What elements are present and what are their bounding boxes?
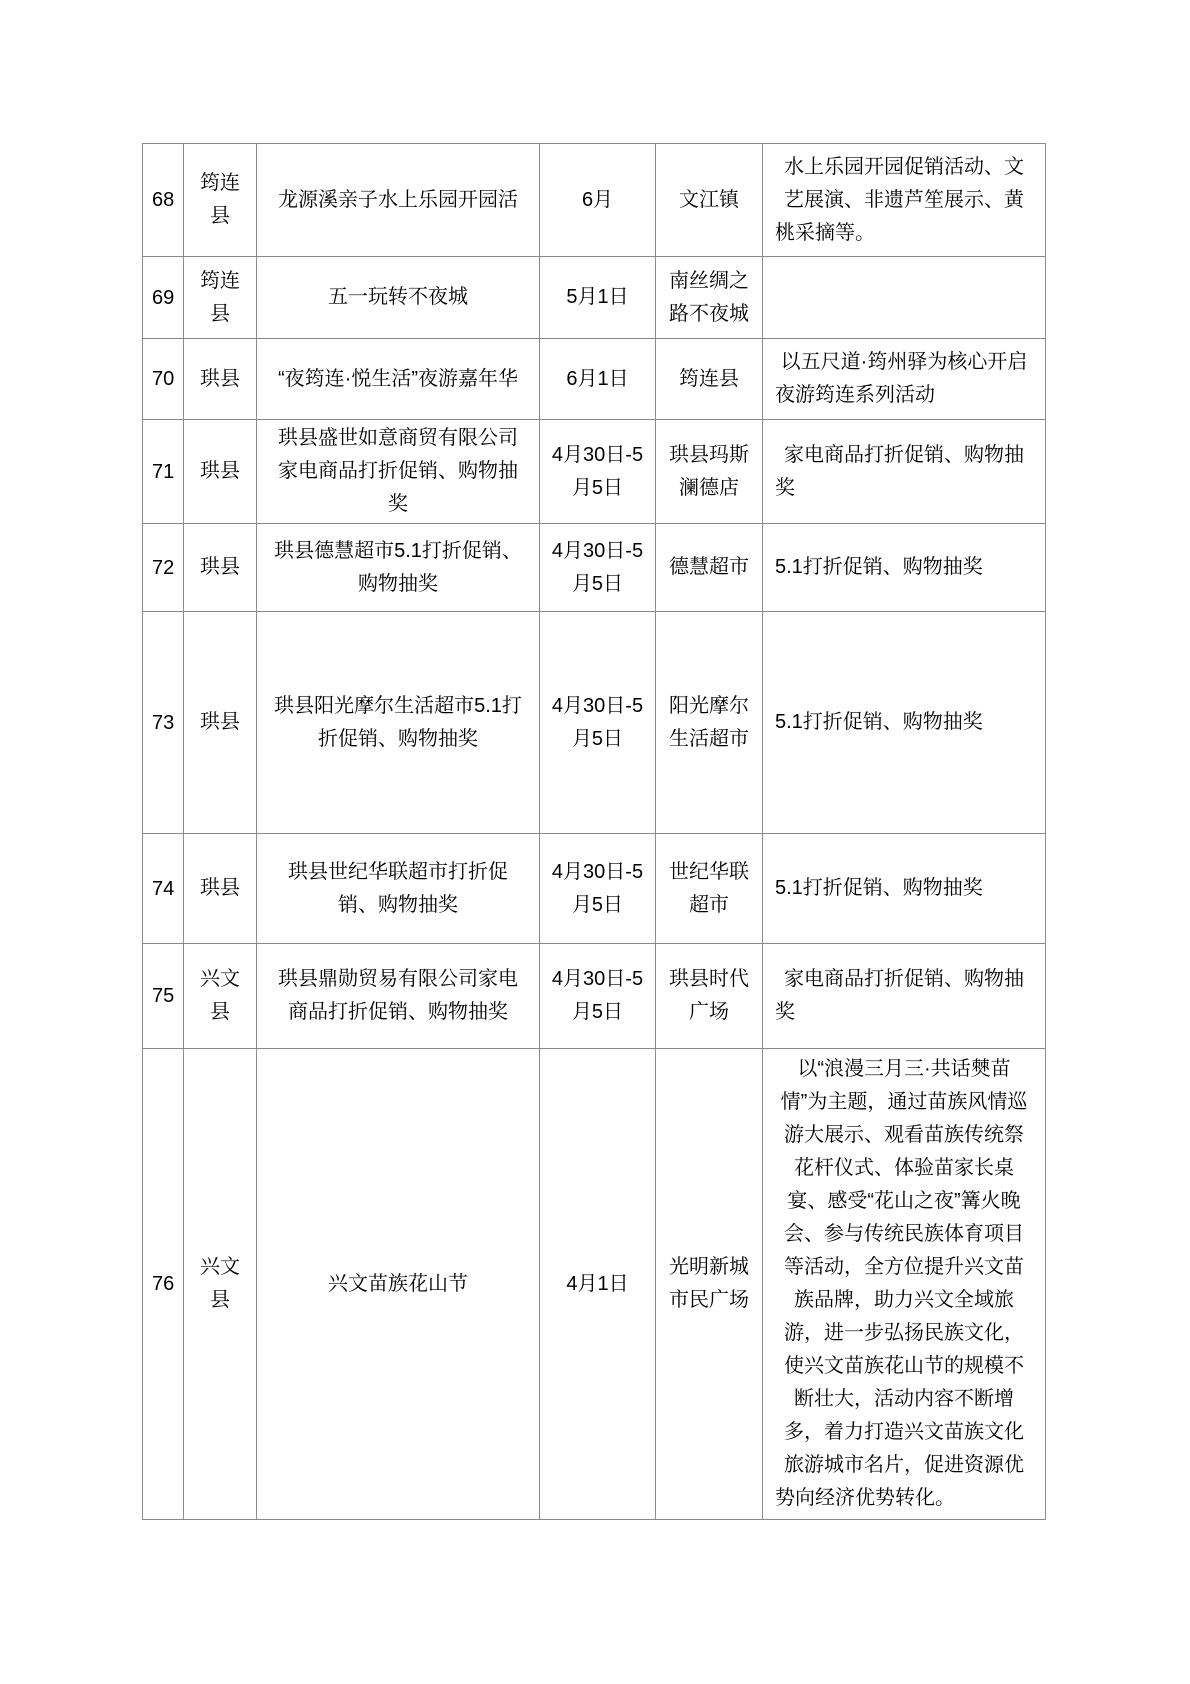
- description-cell: [763, 257, 1046, 339]
- row-number-cell: 72: [143, 524, 184, 612]
- county-cell: 筠连县: [184, 144, 257, 257]
- table-row-73: [143, 612, 1046, 834]
- location-cell: 德慧超市: [656, 524, 763, 612]
- table-row-74: [143, 834, 1046, 944]
- activity-name-cell: 珙县盛世如意商贸有限公司家电商品打折促销、购物抽奖: [257, 420, 540, 524]
- county-cell: 兴文县: [184, 944, 257, 1049]
- county-cell: 珙县: [184, 834, 257, 944]
- location-cell: 南丝绸之路不夜城: [656, 257, 763, 339]
- table-row-76: [143, 1049, 1046, 1520]
- row-number-cell: 74: [143, 834, 184, 944]
- date-cell: 6月1日: [540, 339, 656, 420]
- activity-name-cell: 五一玩转不夜城: [257, 257, 540, 339]
- table-row-70: [143, 339, 1046, 420]
- activity-name-cell: 珙县德慧超市5.1打折促销、购物抽奖: [257, 524, 540, 612]
- county-cell: 筠连县: [184, 257, 257, 339]
- activity-name-cell: 珙县世纪华联超市打折促销、购物抽奖: [257, 834, 540, 944]
- county-cell: 珙县: [184, 339, 257, 420]
- county-cell: 珙县: [184, 612, 257, 834]
- county-cell: 珙县: [184, 420, 257, 524]
- table-row-69: [143, 257, 1046, 339]
- description-cell: 5.1打折促销、购物抽奖: [763, 612, 1046, 834]
- date-cell: 4月30日-5月5日: [540, 834, 656, 944]
- date-cell: 4月30日-5月5日: [540, 944, 656, 1049]
- description-cell: 家电商品打折促销、购物抽奖: [763, 944, 1046, 1049]
- location-cell: 阳光摩尔生活超市: [656, 612, 763, 834]
- description-cell: 家电商品打折促销、购物抽奖: [763, 420, 1046, 524]
- location-cell: 文江镇: [656, 144, 763, 257]
- table-row-75: [143, 944, 1046, 1049]
- row-number-cell: 70: [143, 339, 184, 420]
- activity-name-cell: “夜筠连·悦生活”夜游嘉年华: [257, 339, 540, 420]
- activity-name-cell: 珙县阳光摩尔生活超市5.1打折促销、购物抽奖: [257, 612, 540, 834]
- location-cell: 世纪华联超市: [656, 834, 763, 944]
- row-number-cell: 73: [143, 612, 184, 834]
- table-row-68: [143, 144, 1046, 257]
- description-cell: 5.1打折促销、购物抽奖: [763, 834, 1046, 944]
- description-cell: 5.1打折促销、购物抽奖: [763, 524, 1046, 612]
- date-cell: 5月1日: [540, 257, 656, 339]
- activity-name-cell: 龙源溪亲子水上乐园开园活: [257, 144, 540, 257]
- row-number-cell: 69: [143, 257, 184, 339]
- row-number-cell: 71: [143, 420, 184, 524]
- activity-name-cell: 兴文苗族花山节: [257, 1049, 540, 1520]
- description-cell: 以五尺道·筠州驿为核心开启夜游筠连系列活动: [763, 339, 1046, 420]
- county-cell: 兴文县: [184, 1049, 257, 1520]
- location-cell: 珙县玛斯澜德店: [656, 420, 763, 524]
- events-table: [142, 143, 1046, 1520]
- description-cell: 以“浪漫三月三·共话僰苗情”为主题，通过苗族风情巡游大展示、观看苗族传统祭花杆仪式、体验苗家长桌宴、感受“花山之夜”篝火晚会、参与传统民族体育项目等活动，全方位提升兴文苗族品牌，助力兴文全域旅游，进一步弘扬民族文化，使兴文苗族花山节的规模不断壮大，活动内容不断增多，着力打造兴文苗族文化旅游城市名片，促进资源优势向经济优势转化。: [763, 1049, 1046, 1520]
- table-row-71: [143, 420, 1046, 524]
- county-cell: 珙县: [184, 524, 257, 612]
- table-row-72: [143, 524, 1046, 612]
- location-cell: 筠连县: [656, 339, 763, 420]
- date-cell: 4月30日-5月5日: [540, 612, 656, 834]
- date-cell: 4月30日-5月5日: [540, 524, 656, 612]
- row-number-cell: 76: [143, 1049, 184, 1520]
- date-cell: 6月: [540, 144, 656, 257]
- description-cell: 水上乐园开园促销活动、文艺展演、非遗芦笙展示、黄桃采摘等。: [763, 144, 1046, 257]
- date-cell: 4月1日: [540, 1049, 656, 1520]
- row-number-cell: 68: [143, 144, 184, 257]
- location-cell: 光明新城市民广场: [656, 1049, 763, 1520]
- row-number-cell: 75: [143, 944, 184, 1049]
- activity-name-cell: 珙县鼎勋贸易有限公司家电商品打折促销、购物抽奖: [257, 944, 540, 1049]
- location-cell: 珙县时代广场: [656, 944, 763, 1049]
- date-cell: 4月30日-5月5日: [540, 420, 656, 524]
